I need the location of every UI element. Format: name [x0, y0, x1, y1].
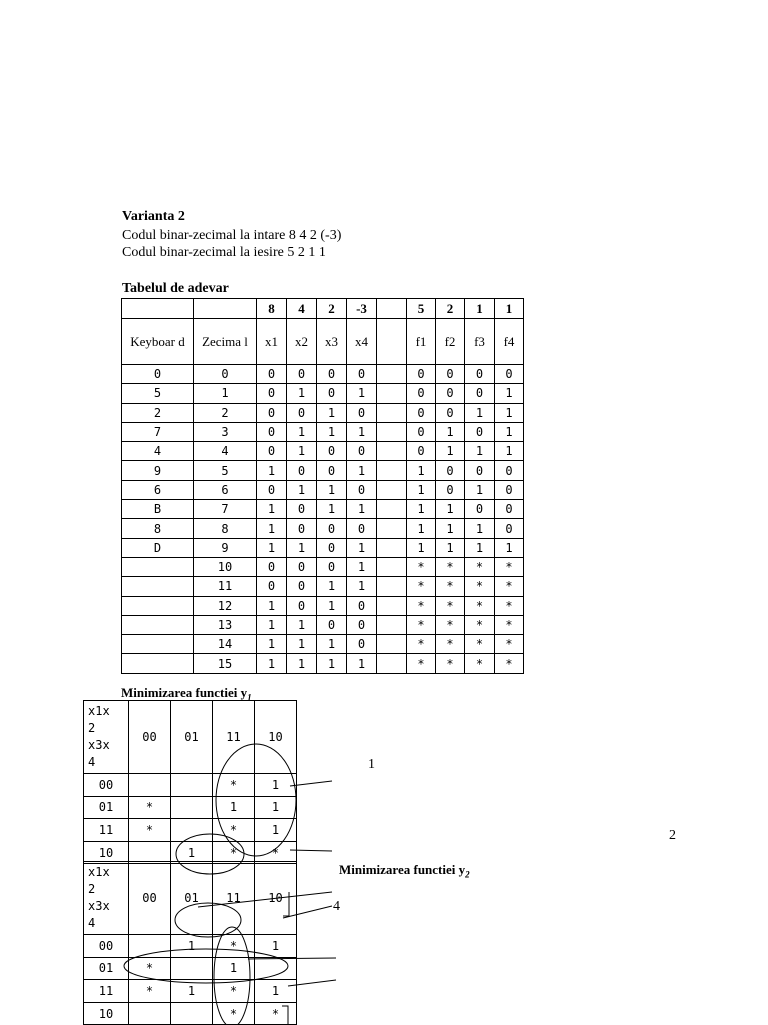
- kmap-cell: 1: [171, 841, 213, 864]
- weight-in: 8: [257, 299, 287, 319]
- kmap-col-header: 00: [129, 701, 171, 774]
- output-cell: *: [436, 615, 465, 634]
- corner-line: 4: [88, 755, 96, 769]
- decimal-cell: 4: [194, 442, 257, 461]
- input-cell: 0: [317, 615, 347, 634]
- input-cell: 0: [287, 500, 317, 519]
- separator-cell: [377, 519, 407, 538]
- output-cell: 1: [436, 519, 465, 538]
- kmap-cell: *: [213, 774, 255, 797]
- corner-line: 4: [88, 916, 96, 930]
- input-cell: 1: [287, 384, 317, 403]
- input-cell: 0: [317, 365, 347, 384]
- decimal-cell: 11: [194, 577, 257, 596]
- decimal-cell: 5: [194, 461, 257, 480]
- output-label: f4: [495, 319, 524, 365]
- kmap-col-header: 00: [129, 862, 171, 935]
- output-cell: 0: [436, 384, 465, 403]
- separator-cell: [377, 365, 407, 384]
- blank-cell: [122, 299, 194, 319]
- input-cell: 1: [347, 384, 377, 403]
- kmap-cell: 1: [255, 980, 297, 1003]
- table-row: [122, 538, 524, 557]
- output-cell: 1: [407, 500, 436, 519]
- kmap2-title: Minimizarea functiei $y_2$: [339, 862, 470, 880]
- separator-cell: [377, 403, 407, 422]
- input-cell: 0: [317, 461, 347, 480]
- output-cell: 0: [436, 461, 465, 480]
- kmap-row-header: 10: [84, 841, 129, 864]
- output-cell: *: [495, 577, 524, 596]
- output-cell: *: [436, 557, 465, 576]
- keyboard-cell: [122, 577, 194, 596]
- input-cell: 1: [257, 615, 287, 634]
- kmap-cell: 1: [255, 819, 297, 842]
- input-cell: 0: [257, 577, 287, 596]
- table-row: [122, 615, 524, 634]
- input-cell: 1: [347, 654, 377, 673]
- output-cell: 1: [495, 403, 524, 422]
- kmap2-table: [83, 861, 297, 1025]
- kmap-cell: 1: [171, 980, 213, 1003]
- kmap-cell: [129, 1002, 171, 1025]
- output-cell: *: [436, 654, 465, 673]
- output-cell: 0: [407, 365, 436, 384]
- input-cell: 1: [257, 461, 287, 480]
- table-row: [122, 422, 524, 441]
- decimal-cell: 10: [194, 557, 257, 576]
- input-cell: 0: [317, 538, 347, 557]
- keyboard-cell: [122, 596, 194, 615]
- separator-cell: [377, 538, 407, 557]
- weight-in: -3: [347, 299, 377, 319]
- keyboard-cell: [122, 557, 194, 576]
- output-cell: 0: [465, 500, 495, 519]
- output-cell: 0: [407, 384, 436, 403]
- output-cell: *: [407, 615, 436, 634]
- decimal-cell: 15: [194, 654, 257, 673]
- kmap-cell: *: [255, 1002, 297, 1025]
- input-label: x2: [287, 319, 317, 365]
- input-cell: 0: [287, 577, 317, 596]
- input-cell: 1: [287, 480, 317, 499]
- decimal-cell: 14: [194, 635, 257, 654]
- decimal-cell: 3: [194, 422, 257, 441]
- kmap-col-header: 01: [171, 862, 213, 935]
- input-cell: 1: [257, 635, 287, 654]
- kmap-cell: *: [129, 819, 171, 842]
- decimal-cell: 9: [194, 538, 257, 557]
- kmap-cell: [171, 819, 213, 842]
- output-cell: *: [495, 615, 524, 634]
- input-cell: 0: [257, 403, 287, 422]
- kmap-cell: [255, 957, 297, 980]
- separator-cell: [377, 596, 407, 615]
- output-cell: 1: [465, 480, 495, 499]
- kmap-cell: *: [213, 935, 255, 958]
- output-cell: *: [495, 557, 524, 576]
- kmap-row-header: 11: [84, 980, 129, 1003]
- variant-title: Varianta 2: [122, 209, 185, 224]
- output-cell: *: [465, 615, 495, 634]
- kmap-cell: 1: [213, 957, 255, 980]
- kmap-row-header: 00: [84, 774, 129, 797]
- table-row: [122, 557, 524, 576]
- table-row: [122, 500, 524, 519]
- input-cell: 0: [287, 403, 317, 422]
- output-cell: 0: [495, 365, 524, 384]
- input-cell: 0: [287, 557, 317, 576]
- kmap-cell: *: [213, 819, 255, 842]
- separator-cell: [377, 577, 407, 596]
- kmap-cell: [171, 796, 213, 819]
- kmap-cell: *: [213, 1002, 255, 1025]
- output-cell: 0: [436, 403, 465, 422]
- output-cell: 1: [436, 500, 465, 519]
- kmap-cell: [171, 774, 213, 797]
- output-cell: *: [407, 654, 436, 673]
- output-cell: *: [407, 557, 436, 576]
- table-row: [122, 442, 524, 461]
- output-cell: 0: [495, 500, 524, 519]
- kmap-cell: *: [129, 980, 171, 1003]
- kmap-row-header: 01: [84, 796, 129, 819]
- kmap-cell: *: [213, 841, 255, 864]
- output-cell: 0: [465, 422, 495, 441]
- input-cell: 0: [257, 442, 287, 461]
- output-cell: 0: [465, 461, 495, 480]
- output-cell: 1: [436, 442, 465, 461]
- output-cell: 1: [436, 538, 465, 557]
- keyboard-cell: 4: [122, 442, 194, 461]
- output-cell: 1: [407, 461, 436, 480]
- output-cell: *: [465, 635, 495, 654]
- kmap-cell: 1: [255, 796, 297, 819]
- kmap-row-header: 10: [84, 1002, 129, 1025]
- corner-line: x1x: [88, 704, 110, 718]
- corner-line: x1x: [88, 865, 110, 879]
- input-cell: 1: [347, 500, 377, 519]
- kmap-cell: *: [213, 980, 255, 1003]
- output-cell: *: [407, 577, 436, 596]
- output-label: f1: [407, 319, 436, 365]
- input-cell: 0: [347, 480, 377, 499]
- corner-line: 2: [88, 882, 96, 896]
- separator-cell: [377, 480, 407, 499]
- output-cell: *: [407, 635, 436, 654]
- kmap-row: [84, 980, 297, 1003]
- output-cell: 1: [407, 519, 436, 538]
- output-cell: 0: [407, 403, 436, 422]
- keyboard-cell: D: [122, 538, 194, 557]
- decimal-cell: 7: [194, 500, 257, 519]
- kmap-col-header: 11: [213, 701, 255, 774]
- output-code-line: Codul binar-zecimal la iesire 5 2 1 1: [122, 245, 326, 260]
- input-cell: 1: [317, 577, 347, 596]
- keyboard-cell: B: [122, 500, 194, 519]
- output-cell: 0: [436, 480, 465, 499]
- corner-line: x3x: [88, 738, 110, 752]
- table-row: [122, 480, 524, 499]
- input-cell: 1: [317, 403, 347, 422]
- annotation-1: 1: [368, 757, 375, 772]
- input-cell: 0: [347, 615, 377, 634]
- input-cell: 0: [347, 403, 377, 422]
- annotation-2: 2: [669, 828, 676, 843]
- weight-in: 4: [287, 299, 317, 319]
- output-cell: 1: [465, 538, 495, 557]
- input-cell: 1: [257, 654, 287, 673]
- input-cell: 0: [257, 480, 287, 499]
- kmap-row: [84, 774, 297, 797]
- input-cell: 1: [317, 596, 347, 615]
- input-cell: 0: [287, 596, 317, 615]
- separator-cell: [377, 557, 407, 576]
- output-cell: *: [495, 635, 524, 654]
- input-cell: 1: [317, 500, 347, 519]
- truth-table: [121, 298, 524, 674]
- input-cell: 1: [257, 519, 287, 538]
- output-cell: 1: [465, 442, 495, 461]
- input-cell: 1: [257, 596, 287, 615]
- separator-cell: [377, 442, 407, 461]
- separator-cell: [377, 422, 407, 441]
- output-cell: 1: [407, 538, 436, 557]
- input-cell: 1: [257, 500, 287, 519]
- table-row: [122, 461, 524, 480]
- kmap-cell: *: [129, 957, 171, 980]
- keyboard-cell: 6: [122, 480, 194, 499]
- output-cell: 1: [495, 384, 524, 403]
- output-cell: 0: [495, 480, 524, 499]
- input-cell: 1: [317, 654, 347, 673]
- input-label: x3: [317, 319, 347, 365]
- input-cell: 1: [317, 635, 347, 654]
- kmap-cell: [171, 957, 213, 980]
- kmap-cell: 1: [171, 935, 213, 958]
- kmap-row-header: 01: [84, 957, 129, 980]
- keyboard-cell: 0: [122, 365, 194, 384]
- kmap-cell: *: [255, 841, 297, 864]
- weights-row: [122, 299, 524, 319]
- output-cell: *: [465, 557, 495, 576]
- kmap-cell: 1: [255, 935, 297, 958]
- kmap-cell: *: [129, 796, 171, 819]
- kmap-row: [84, 1002, 297, 1025]
- table-row: [122, 577, 524, 596]
- keyboard-cell: [122, 654, 194, 673]
- input-label: x4: [347, 319, 377, 365]
- truth-table-title: Tabelul de adevar: [122, 281, 229, 296]
- output-cell: *: [436, 577, 465, 596]
- output-cell: 0: [407, 422, 436, 441]
- kmap-cell: 1: [213, 796, 255, 819]
- output-cell: 0: [495, 461, 524, 480]
- separator-cell: [377, 384, 407, 403]
- weight-out: 1: [495, 299, 524, 319]
- input-cell: 0: [347, 635, 377, 654]
- keyboard-cell: 9: [122, 461, 194, 480]
- input-cell: 0: [287, 365, 317, 384]
- kmap-row: [84, 935, 297, 958]
- output-cell: *: [495, 654, 524, 673]
- kmap-row: [84, 796, 297, 819]
- input-cell: 0: [347, 519, 377, 538]
- input-cell: 1: [287, 538, 317, 557]
- output-label: f3: [465, 319, 495, 365]
- table-row: [122, 635, 524, 654]
- input-cell: 0: [317, 519, 347, 538]
- output-cell: *: [436, 596, 465, 615]
- kmap-cell: [129, 774, 171, 797]
- decimal-cell: 12: [194, 596, 257, 615]
- separator-cell: [377, 299, 407, 319]
- separator-cell: [377, 635, 407, 654]
- separator-cell: [377, 615, 407, 634]
- input-cell: 1: [317, 422, 347, 441]
- weight-out: 1: [465, 299, 495, 319]
- output-cell: 1: [465, 403, 495, 422]
- blank-cell: [194, 299, 257, 319]
- output-cell: 0: [495, 519, 524, 538]
- kmap-cell: [129, 935, 171, 958]
- output-label: f2: [436, 319, 465, 365]
- kmap-row: [84, 957, 297, 980]
- input-cell: 0: [317, 557, 347, 576]
- separator-cell: [377, 461, 407, 480]
- table-row: [122, 403, 524, 422]
- output-cell: 0: [436, 365, 465, 384]
- kmap1-title: Minimizarea functiei $y_1$: [121, 685, 252, 703]
- output-cell: *: [407, 596, 436, 615]
- input-cell: 0: [317, 442, 347, 461]
- output-cell: 1: [495, 422, 524, 441]
- output-cell: *: [465, 577, 495, 596]
- input-cell: 0: [257, 422, 287, 441]
- kmap-col-header: 10: [255, 701, 297, 774]
- input-cell: 0: [317, 384, 347, 403]
- kmap-row: [84, 819, 297, 842]
- decimal-cell: 2: [194, 403, 257, 422]
- keyboard-cell: [122, 635, 194, 654]
- input-cell: 0: [257, 384, 287, 403]
- keyboard-header: Keyboar d: [122, 319, 194, 365]
- kmap-header-row: [84, 862, 297, 935]
- input-cell: 0: [257, 557, 287, 576]
- input-cell: 1: [347, 422, 377, 441]
- weight-out: 5: [407, 299, 436, 319]
- kmap-row-header: 00: [84, 935, 129, 958]
- kmap-row-header: 11: [84, 819, 129, 842]
- weight-in: 2: [317, 299, 347, 319]
- separator-cell: [377, 654, 407, 673]
- input-cell: 0: [347, 365, 377, 384]
- input-cell: 1: [287, 422, 317, 441]
- weight-out: 2: [436, 299, 465, 319]
- decimal-cell: 13: [194, 615, 257, 634]
- input-cell: 1: [347, 538, 377, 557]
- corner-line: 2: [88, 721, 96, 735]
- kmap-corner-label: [84, 701, 129, 774]
- keyboard-cell: 2: [122, 403, 194, 422]
- table-row: [122, 519, 524, 538]
- kmap-col-header: 11: [213, 862, 255, 935]
- table-row: [122, 365, 524, 384]
- input-cell: 1: [287, 635, 317, 654]
- kmap-cell: [171, 1002, 213, 1025]
- kmap-col-header: 01: [171, 701, 213, 774]
- labels-row: [122, 319, 524, 365]
- decimal-header: Zecima l: [194, 319, 257, 365]
- kmap-col-header: 10: [255, 862, 297, 935]
- input-cell: 1: [257, 538, 287, 557]
- output-cell: 0: [407, 442, 436, 461]
- kmap-corner-label: [84, 862, 129, 935]
- input-cell: 1: [347, 461, 377, 480]
- input-cell: 0: [347, 596, 377, 615]
- annotation-4: 4: [333, 899, 340, 914]
- keyboard-cell: 5: [122, 384, 194, 403]
- input-cell: 0: [287, 461, 317, 480]
- kmap1-table: [83, 700, 297, 864]
- table-row: [122, 596, 524, 615]
- input-cell: 0: [347, 442, 377, 461]
- output-cell: *: [436, 635, 465, 654]
- decimal-cell: 0: [194, 365, 257, 384]
- input-cell: 1: [287, 442, 317, 461]
- input-cell: 1: [287, 615, 317, 634]
- kmap-cell: 1: [255, 774, 297, 797]
- keyboard-cell: 8: [122, 519, 194, 538]
- separator-cell: [377, 319, 407, 365]
- output-cell: 0: [465, 365, 495, 384]
- table-row: [122, 654, 524, 673]
- output-cell: *: [495, 596, 524, 615]
- output-cell: *: [465, 596, 495, 615]
- input-cell: 1: [317, 480, 347, 499]
- separator-cell: [377, 500, 407, 519]
- output-cell: 0: [465, 384, 495, 403]
- keyboard-cell: [122, 615, 194, 634]
- output-cell: 1: [436, 422, 465, 441]
- decimal-cell: 8: [194, 519, 257, 538]
- input-cell: 1: [347, 557, 377, 576]
- decimal-cell: 6: [194, 480, 257, 499]
- decimal-cell: 1: [194, 384, 257, 403]
- output-cell: *: [465, 654, 495, 673]
- input-code-line: Codul binar-zecimal la intare 8 4 2 (-3): [122, 228, 342, 243]
- input-cell: 1: [287, 654, 317, 673]
- output-cell: 1: [495, 442, 524, 461]
- kmap-header-row: [84, 701, 297, 774]
- input-cell: 0: [257, 365, 287, 384]
- output-cell: 1: [407, 480, 436, 499]
- table-row: [122, 384, 524, 403]
- keyboard-cell: 7: [122, 422, 194, 441]
- output-cell: 1: [495, 538, 524, 557]
- output-cell: 1: [465, 519, 495, 538]
- input-label: x1: [257, 319, 287, 365]
- input-cell: 0: [287, 519, 317, 538]
- input-cell: 1: [347, 577, 377, 596]
- corner-line: x3x: [88, 899, 110, 913]
